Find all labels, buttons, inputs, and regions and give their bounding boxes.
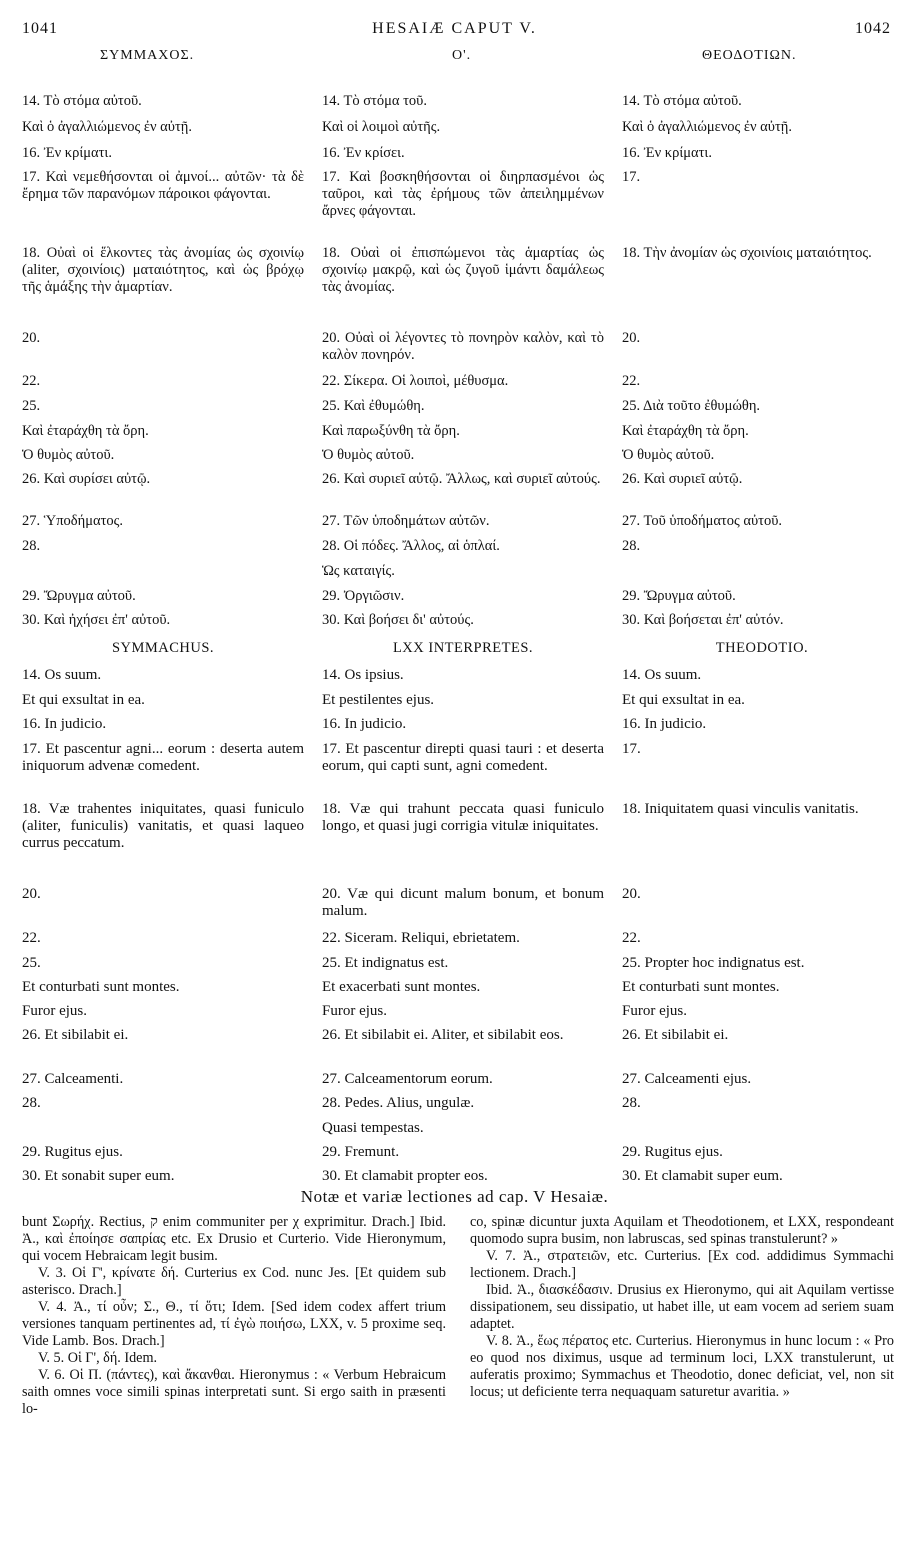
- latin-verse-cell-c2: 25. Et indignatus est.: [322, 955, 449, 971]
- greek-verse-cell-c3: 22.: [622, 373, 641, 389]
- greek-column-headers: [0, 48, 909, 70]
- page-number-right: 1042: [855, 20, 891, 37]
- latin-verse-cell-c3: 28.: [622, 1095, 641, 1111]
- greek-verse-cell-c2: Ὁ θυμὸς αὐτοῦ.: [322, 447, 415, 463]
- latin-verse-cell-c1: 17. Et pascentur agni... eorum : deserta autem iniquorum advenæ comedent.: [22, 741, 304, 774]
- greek-verse-cell-c1: Καὶ ἐταράχθη τὰ ὄρη.: [22, 423, 149, 439]
- latin-verse-cell-c2: 18. Væ qui trahunt peccata quasi funiculo longo, et quasi jugi corrigia vitulæ iniquitates.: [322, 801, 604, 834]
- latin-verse-cell-c2: 29. Fremunt.: [322, 1144, 400, 1160]
- greek-verse-cell-c3: Καὶ ἐταράχθη τὰ ὄρη.: [622, 423, 749, 439]
- latin-verse-cell-c1: 16. In judicio.: [22, 716, 107, 732]
- latin-verse-cell-c1: Et qui exsultat in ea.: [22, 692, 145, 708]
- page-number-left: 1041: [22, 20, 58, 37]
- latin-verse-cell-c1: 14. Os suum.: [22, 667, 102, 683]
- latin-verse-cell-c1: 20.: [22, 886, 41, 902]
- greek-verse-cell-c2: 14. Τὸ στόμα τοῦ.: [322, 93, 427, 109]
- greek-verse-cell-c1: 16. Ἐν κρίματι.: [22, 145, 112, 161]
- latin-verse-cell-c2: 14. Os ipsius.: [322, 667, 404, 683]
- latin-verse-cell-c1: Furor ejus.: [22, 1003, 87, 1019]
- latin-verse-cell-c3: 14. Os suum.: [622, 667, 702, 683]
- latin-verse-cell-c3: 17.: [622, 741, 641, 757]
- greek-verse-cell-c1: 29. Ὤρυγμα αὐτοῦ.: [22, 588, 136, 604]
- latin-column-headers: [0, 640, 909, 662]
- latin-verse-cell-c2: 30. Et clamabit propter eos.: [322, 1168, 488, 1184]
- note-paragraph: V. 4. Ἀ., τί οὖν; Σ., Θ., τί ὅτι; Idem. [Sed idem codex affert trium versiones tanquam pertinentes ad, τί ἐγὼ ποιήσω, LXX, v. 5 proxime seq. Vide Lamb. Bos. Drach.]: [22, 1299, 446, 1349]
- latin-verse-cell-c3: 25. Propter hoc indignatus est.: [622, 955, 805, 971]
- latin-verse-cell-c1: 18. Væ trahentes iniquitates, quasi funiculo (aliter, funiculis) vanitatis, et quasi laqueo currus peccatum.: [22, 801, 304, 851]
- greek-verse-cell-c2: 27. Τῶν ὑποδημάτων αὐτῶν.: [322, 513, 490, 529]
- greek-verse-cell-c3: 28.: [622, 538, 641, 554]
- greek-verse-cell-c1: 20.: [22, 330, 41, 346]
- notes-title: Notæ et variæ lectiones ad cap. V Hesaiæ.: [300, 1187, 609, 1206]
- greek-verse-cell-c3: 16. Ἐν κρίματι.: [622, 145, 712, 161]
- greek-verse-cell-c3: 29. Ὤρυγμα αὐτοῦ.: [622, 588, 736, 604]
- latin-head-lxx: LXX INTERPRETES.: [392, 640, 534, 656]
- greek-verse-cell-c3: 30. Καὶ βοήσεται ἐπ' αὐτόν.: [622, 612, 784, 628]
- latin-verse-cell-c1: 22.: [22, 930, 41, 946]
- latin-verse-cell-c2: 27. Calceamentorum eorum.: [322, 1071, 493, 1087]
- greek-verse-cell-c1: 18. Οὐαὶ οἱ ἕλκοντες τὰς ἀνομίας ὡς σχοινίῳ (aliter, σχοινίοις) ματαιότητος, καὶ ὡς βρόχῳ τῆς ἁμάξης τὴν ἁμαρτίαν.: [22, 245, 304, 295]
- latin-verse-cell-c2: Quasi tempestas.: [322, 1120, 424, 1136]
- latin-verse-cell-c2: Furor ejus.: [322, 1003, 387, 1019]
- latin-verse-cell-c2: 16. In judicio.: [322, 716, 407, 732]
- latin-head-symmachus: SYMMACHUS.: [111, 640, 215, 656]
- latin-verse-cell-c1: Et conturbati sunt montes.: [22, 979, 180, 995]
- greek-head-theodotion: ΘΕΟΔΟΤΙΩΝ.: [702, 48, 797, 63]
- latin-verse-cell-c1: 27. Calceamenti.: [22, 1071, 124, 1087]
- greek-verse-cell-c2: Ὡς καταιγίς.: [322, 563, 395, 579]
- greek-verse-cell-c3: 17.: [622, 169, 641, 185]
- note-paragraph: V. 3. Οἱ Γ', κρίνατε δή. Curterius ex Cod. nunc Jes. [Et quidem sub asterisco. Drach.]: [22, 1265, 446, 1298]
- latin-verse-cell-c2: 28. Pedes. Alius, ungulæ.: [322, 1095, 475, 1111]
- note-paragraph: V. 8. Ἀ., ἕως πέρατος etc. Curterius. Hieronymus in hunc locum : « Pro eo quod nos diximus, usque ad terminum loci, LXX transtulerunt, ut auferatis proximo; Symmachus et Theodotio, donec deficiat, vel, non sit locus; ut deficiente terra nequaquam saturetur avaritia. »: [470, 1333, 894, 1400]
- greek-verse-cell-c2: 30. Καὶ βοήσει δι' αὐτούς.: [322, 612, 474, 628]
- notes-left-column: [22, 1214, 446, 1418]
- latin-verse-cell-c3: Et qui exsultat in ea.: [622, 692, 745, 708]
- greek-verse-cell-c2: 17. Καὶ βοσκηθήσονται οἱ διηρπασμένοι ὡς ταῦροι, καὶ τὰς ἐρήμους τῶν ἀπειλημμένων ἄρνες φάγονται.: [322, 169, 604, 219]
- greek-verse-cell-c3: 20.: [622, 330, 641, 346]
- greek-verse-cell-c1: 14. Τὸ στόμα αὐτοῦ.: [22, 93, 142, 109]
- running-title: HESAIÆ CAPUT V.: [372, 20, 537, 37]
- note-paragraph: V. 5. Οἱ Γ', δή. Idem.: [38, 1350, 158, 1366]
- greek-verse-cell-c3: 25. Διὰ τοῦτο ἐθυμώθη.: [622, 398, 761, 414]
- greek-verse-cell-c1: 22.: [22, 373, 41, 389]
- latin-verse-cell-c3: 18. Iniquitatem quasi vinculis vanitatis.: [622, 801, 859, 817]
- greek-verse-cell-c2: 20. Οὐαὶ οἱ λέγοντες τὸ πονηρὸν καλὸν, καὶ τὸ καλὸν πονηρόν.: [322, 330, 604, 363]
- latin-verse-cell-c3: 22.: [622, 930, 641, 946]
- note-paragraph: bunt Σωρήχ. Rectius, ק enim communiter per χ exprimitur. Drach.] Ibid. Ἀ., καὶ ἐποίησε σαπρίας etc. Ex Drusio et Curterio. Vide Hieronymum, qui vocem Hebraicam legit busim.: [22, 1214, 446, 1264]
- latin-verse-cell-c2: Et pestilentes ejus.: [322, 692, 435, 708]
- greek-head-symmachus: ΣΥΜΜΑΧΟΣ.: [100, 48, 195, 63]
- greek-verse-cell-c2: 26. Καὶ συριεῖ αὐτῷ. Ἄλλως, καὶ συριεῖ αὐτούς.: [322, 471, 601, 487]
- greek-verse-cell-c2: 28. Οἱ πόδες. Ἄλλος, αἱ ὁπλαί.: [322, 538, 500, 554]
- running-head: [0, 20, 909, 44]
- greek-verse-cell-c3: Καὶ ὁ ἀγαλλιώμενος ἐν αὐτῇ.: [622, 119, 792, 135]
- greek-verse-cell-c2: 16. Ἐν κρίσει.: [322, 145, 405, 161]
- latin-verse-cell-c3: 29. Rugitus ejus.: [622, 1144, 723, 1160]
- latin-verse-cell-c2: 17. Et pascentur direpti quasi tauri : et deserta eorum, qui capti sunt, agni comedent.: [322, 741, 604, 774]
- latin-verse-cell-c1: 28.: [22, 1095, 41, 1111]
- greek-verse-cell-c2: Καὶ οἱ λοιμοὶ αὐτῆς.: [322, 119, 441, 135]
- latin-verse-cell-c3: 16. In judicio.: [622, 716, 707, 732]
- latin-verse-cell-c1: 26. Et sibilabit ei.: [22, 1027, 129, 1043]
- note-paragraph: Ibid. Ἀ., διασκέδασιν. Drusius ex Hieronymo, qui ait Aquilam vertisse dissipationem, seu dissipatio, ut habet ille, ut eam vocem ad seriem suam adaptet.: [470, 1282, 894, 1332]
- latin-head-theodotio: THEODOTIO.: [715, 640, 809, 656]
- greek-verse-cell-c1: 30. Καὶ ἠχήσει ἐπ' αὐτοῦ.: [22, 612, 171, 628]
- latin-verse-cell-c3: Furor ejus.: [622, 1003, 687, 1019]
- latin-verse-cell-c2: Et exacerbati sunt montes.: [322, 979, 481, 995]
- greek-verse-cell-c3: 26. Καὶ συριεῖ αὐτῷ.: [622, 471, 743, 487]
- latin-verse-cell-c3: 26. Et sibilabit ei.: [622, 1027, 729, 1043]
- greek-verse-cell-c1: Ὁ θυμὸς αὐτοῦ.: [22, 447, 115, 463]
- latin-verse-cell-c3: Et conturbati sunt montes.: [622, 979, 780, 995]
- greek-verse-cell-c1: 17. Καὶ νεμεθήσονται οἱ ἀμνοί... αὐτῶν· τὰ δὲ ἔρημα τῶν παρανόμων πάροικοι φάγονται.: [22, 169, 304, 202]
- greek-verse-cell-c3: Ὁ θυμὸς αὐτοῦ.: [622, 447, 715, 463]
- greek-verse-cell-c1: 26. Καὶ συρίσει αὐτῷ.: [22, 471, 151, 487]
- latin-verse-cell-c3: 30. Et clamabit super eum.: [622, 1168, 783, 1184]
- latin-verse-cell-c1: 30. Et sonabit super eum.: [22, 1168, 175, 1184]
- greek-head-lxx: Ο'.: [452, 48, 472, 63]
- greek-verse-cell-c3: 18. Τὴν ἀνομίαν ὡς σχοινίοις ματαιότητος.: [622, 245, 872, 261]
- greek-verse-cell-c2: Καὶ παρωξύνθη τὰ ὄρη.: [322, 423, 460, 439]
- latin-verse-cell-c1: 25.: [22, 955, 41, 971]
- latin-verse-cell-c2: 22. Siceram. Reliqui, ebrietatem.: [322, 930, 520, 946]
- greek-verse-cell-c2: 22. Σίκερα. Οἱ λοιποὶ, μέθυσμα.: [322, 373, 509, 389]
- greek-verse-cell-c1: 27. Ὑποδήματος.: [22, 513, 124, 529]
- notes-right-column: [470, 1214, 894, 1401]
- latin-verse-cell-c3: 20.: [622, 886, 641, 902]
- greek-verse-cell-c2: 18. Οὐαὶ οἱ ἐπισπώμενοι τὰς ἁμαρτίας ὡς σχοινίῳ μακρῷ, καὶ ὡς ζυγοῦ ἱμάντι δαμάλεως τὰς ἀνομίας.: [322, 245, 604, 295]
- greek-verse-cell-c2: 29. Ὀργιῶσιν.: [322, 588, 405, 604]
- greek-verse-cell-c3: 27. Τοῦ ὑποδήματος αὐτοῦ.: [622, 513, 783, 529]
- greek-verse-cell-c1: 28.: [22, 538, 41, 554]
- note-paragraph: V. 7. Ἀ., στρατειῶν, etc. Curterius. [Ex cod. addidimus Symmachi lectionem. Drach.]: [470, 1248, 894, 1281]
- note-paragraph: co, spinæ dicuntur juxta Aquilam et Theodotionem, et LXX, respondeant quomodo supra busim, non labruscas, sed spinas transtulerunt? »: [470, 1214, 894, 1247]
- latin-verse-cell-c2: 26. Et sibilabit ei. Aliter, et sibilabit eos.: [322, 1027, 564, 1043]
- greek-verse-cell-c1: 25.: [22, 398, 41, 414]
- greek-verse-cell-c2: 25. Καὶ ἐθυμώθη.: [322, 398, 425, 414]
- latin-verse-cell-c3: 27. Calceamenti ejus.: [622, 1071, 752, 1087]
- latin-verse-cell-c2: 20. Væ qui dicunt malum bonum, et bonum malum.: [322, 886, 604, 919]
- note-paragraph: V. 6. Οἱ Π. (πάντες), καὶ ἄκανθαι. Hieronymus : « Verbum Hebraicum saith omnes voce simili spinas interpretati sunt. Si ergo saith in præsenti lo-: [22, 1367, 446, 1417]
- greek-verse-cell-c3: 14. Τὸ στόμα αὐτοῦ.: [622, 93, 742, 109]
- greek-verse-cell-c1: Καὶ ὁ ἀγαλλιώμενος ἐν αὐτῇ.: [22, 119, 192, 135]
- latin-verse-cell-c1: 29. Rugitus ejus.: [22, 1144, 123, 1160]
